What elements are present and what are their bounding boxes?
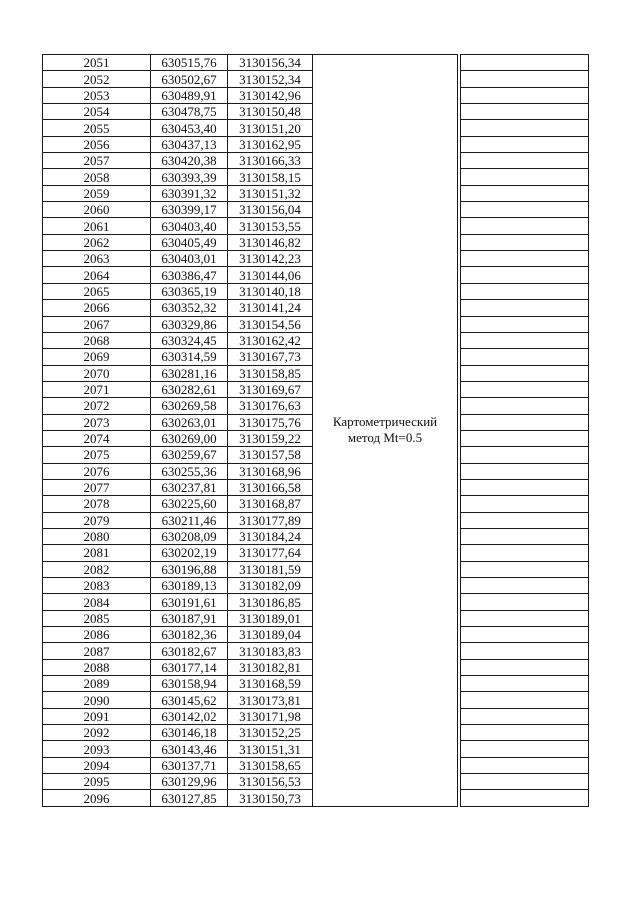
coordinate-x: 630453,40 [151, 120, 228, 136]
coordinate-y: 3130154,56 [228, 316, 313, 332]
coordinate-y: 3130169,67 [228, 381, 313, 397]
coordinate-y: 3130150,73 [228, 790, 313, 806]
empty-cell [461, 55, 589, 71]
empty-cell [461, 725, 589, 741]
coordinate-y: 3130146,82 [228, 234, 313, 250]
coordinate-x: 630127,85 [151, 790, 228, 806]
coordinate-x: 630282,61 [151, 381, 228, 397]
coordinate-y: 3130182,81 [228, 659, 313, 675]
point-number: 2084 [43, 594, 151, 610]
coordinate-y: 3130140,18 [228, 283, 313, 299]
coordinate-x: 630187,91 [151, 610, 228, 626]
coordinate-x: 630158,94 [151, 676, 228, 692]
empty-cell [461, 332, 589, 348]
coordinate-y: 3130162,95 [228, 136, 313, 152]
empty-cell [461, 267, 589, 283]
coordinate-x: 630403,01 [151, 251, 228, 267]
empty-cell [461, 71, 589, 87]
point-number: 2089 [43, 676, 151, 692]
coordinate-x: 630329,86 [151, 316, 228, 332]
coordinate-x: 630137,71 [151, 757, 228, 773]
coordinate-y: 3130144,06 [228, 267, 313, 283]
point-number: 2092 [43, 725, 151, 741]
empty-cell [461, 692, 589, 708]
coordinate-y: 3130156,04 [228, 202, 313, 218]
coordinate-y: 3130177,64 [228, 545, 313, 561]
point-number: 2068 [43, 332, 151, 348]
coordinate-y: 3130181,59 [228, 561, 313, 577]
empty-cell [461, 381, 589, 397]
table-body [43, 55, 589, 807]
coordinate-y: 3130171,98 [228, 708, 313, 724]
empty-cell [461, 741, 589, 757]
coordinate-y: 3130167,73 [228, 349, 313, 365]
point-number: 2066 [43, 300, 151, 316]
coordinate-x: 630386,47 [151, 267, 228, 283]
point-number: 2078 [43, 496, 151, 512]
method-cell: Картометрический метод Mt=0.5 [313, 55, 458, 807]
coordinate-y: 3130141,24 [228, 300, 313, 316]
coordinate-x: 630393,39 [151, 169, 228, 185]
coordinate-x: 630202,19 [151, 545, 228, 561]
point-number: 2074 [43, 430, 151, 446]
point-number: 2063 [43, 251, 151, 267]
coordinate-x: 630191,61 [151, 594, 228, 610]
point-number: 2055 [43, 120, 151, 136]
empty-cell [461, 676, 589, 692]
empty-cell [461, 479, 589, 495]
coordinate-y: 3130152,34 [228, 71, 313, 87]
coordinate-x: 630365,19 [151, 283, 228, 299]
coordinate-x: 630489,91 [151, 87, 228, 103]
empty-cell [461, 512, 589, 528]
coordinate-y: 3130189,01 [228, 610, 313, 626]
coordinate-x: 630259,67 [151, 447, 228, 463]
coordinate-x: 630352,32 [151, 300, 228, 316]
empty-cell [461, 496, 589, 512]
coordinate-x: 630145,62 [151, 692, 228, 708]
empty-cell [461, 463, 589, 479]
empty-cell [461, 528, 589, 544]
coordinate-x: 630324,45 [151, 332, 228, 348]
coordinate-y: 3130150,48 [228, 104, 313, 120]
coordinate-y: 3130158,15 [228, 169, 313, 185]
coordinate-y: 3130166,33 [228, 153, 313, 169]
point-number: 2090 [43, 692, 151, 708]
empty-cell [461, 594, 589, 610]
point-number: 2085 [43, 610, 151, 626]
point-number: 2069 [43, 349, 151, 365]
coordinate-y: 3130158,85 [228, 365, 313, 381]
point-number: 2095 [43, 774, 151, 790]
coordinate-y: 3130166,58 [228, 479, 313, 495]
coordinate-x: 630437,13 [151, 136, 228, 152]
empty-cell [461, 87, 589, 103]
coordinate-y: 3130157,58 [228, 447, 313, 463]
empty-cell [461, 202, 589, 218]
coordinate-y: 3130173,81 [228, 692, 313, 708]
coordinate-x: 630314,59 [151, 349, 228, 365]
coordinate-y: 3130142,23 [228, 251, 313, 267]
coordinate-x: 630182,36 [151, 627, 228, 643]
point-number: 2070 [43, 365, 151, 381]
empty-cell [461, 790, 589, 806]
coordinate-x: 630182,67 [151, 643, 228, 659]
coordinate-y: 3130186,85 [228, 594, 313, 610]
empty-cell [461, 578, 589, 594]
coordinate-y: 3130175,76 [228, 414, 313, 430]
point-number: 2053 [43, 87, 151, 103]
empty-cell [461, 185, 589, 201]
coordinate-x: 630189,13 [151, 578, 228, 594]
point-number: 2094 [43, 757, 151, 773]
point-number: 2052 [43, 71, 151, 87]
point-number: 2082 [43, 561, 151, 577]
coordinate-y: 3130183,83 [228, 643, 313, 659]
empty-cell [461, 398, 589, 414]
point-number: 2075 [43, 447, 151, 463]
coordinate-x: 630399,17 [151, 202, 228, 218]
point-number: 2077 [43, 479, 151, 495]
empty-cell [461, 757, 589, 773]
point-number: 2073 [43, 414, 151, 430]
point-number: 2083 [43, 578, 151, 594]
point-number: 2059 [43, 185, 151, 201]
coordinate-x: 630143,46 [151, 741, 228, 757]
empty-cell [461, 234, 589, 250]
coordinate-x: 630211,46 [151, 512, 228, 528]
empty-cell [461, 414, 589, 430]
coordinate-y: 3130152,25 [228, 725, 313, 741]
empty-cell [461, 365, 589, 381]
point-number: 2058 [43, 169, 151, 185]
point-number: 2080 [43, 528, 151, 544]
coordinate-x: 630129,96 [151, 774, 228, 790]
point-number: 2096 [43, 790, 151, 806]
empty-cell [461, 545, 589, 561]
coordinate-y: 3130142,96 [228, 87, 313, 103]
empty-cell [461, 708, 589, 724]
empty-cell [461, 610, 589, 626]
coordinate-y: 3130182,09 [228, 578, 313, 594]
point-number: 2087 [43, 643, 151, 659]
point-number: 2061 [43, 218, 151, 234]
coordinate-x: 630391,32 [151, 185, 228, 201]
empty-cell [461, 316, 589, 332]
coordinate-x: 630403,40 [151, 218, 228, 234]
point-number: 2081 [43, 545, 151, 561]
coordinate-y: 3130156,34 [228, 55, 313, 71]
coordinate-y: 3130162,42 [228, 332, 313, 348]
empty-cell [461, 169, 589, 185]
coordinate-y: 3130168,87 [228, 496, 313, 512]
empty-cell [461, 561, 589, 577]
coordinate-x: 630269,00 [151, 430, 228, 446]
empty-cell [461, 283, 589, 299]
coordinate-x: 630208,09 [151, 528, 228, 544]
point-number: 2071 [43, 381, 151, 397]
empty-cell [461, 430, 589, 446]
coordinate-x: 630502,67 [151, 71, 228, 87]
coordinate-x: 630225,60 [151, 496, 228, 512]
coordinate-x: 630263,01 [151, 414, 228, 430]
coordinate-y: 3130168,59 [228, 676, 313, 692]
coordinate-y: 3130151,31 [228, 741, 313, 757]
coordinate-x: 630405,49 [151, 234, 228, 250]
empty-cell [461, 120, 589, 136]
empty-cell [461, 447, 589, 463]
coordinate-x: 630142,02 [151, 708, 228, 724]
coordinate-y: 3130151,32 [228, 185, 313, 201]
point-number: 2072 [43, 398, 151, 414]
point-number: 2076 [43, 463, 151, 479]
point-number: 2051 [43, 55, 151, 71]
point-number: 2091 [43, 708, 151, 724]
point-number: 2088 [43, 659, 151, 675]
coordinate-y: 3130159,22 [228, 430, 313, 446]
coordinate-x: 630269,58 [151, 398, 228, 414]
coordinate-x: 630177,14 [151, 659, 228, 675]
coordinate-y: 3130176,63 [228, 398, 313, 414]
point-number: 2054 [43, 104, 151, 120]
empty-cell [461, 627, 589, 643]
point-number: 2093 [43, 741, 151, 757]
coordinate-x: 630255,36 [151, 463, 228, 479]
empty-cell [461, 659, 589, 675]
coordinate-x: 630196,88 [151, 561, 228, 577]
empty-cell [461, 774, 589, 790]
coordinate-y: 3130177,89 [228, 512, 313, 528]
empty-cell [461, 251, 589, 267]
coordinate-y: 3130158,65 [228, 757, 313, 773]
coordinate-x: 630420,38 [151, 153, 228, 169]
point-number: 2062 [43, 234, 151, 250]
coordinates-table [42, 54, 589, 807]
point-number: 2067 [43, 316, 151, 332]
empty-cell [461, 153, 589, 169]
coordinate-y: 3130156,53 [228, 774, 313, 790]
coordinate-y: 3130168,96 [228, 463, 313, 479]
coordinate-y: 3130151,20 [228, 120, 313, 136]
coordinate-x: 630146,18 [151, 725, 228, 741]
point-number: 2057 [43, 153, 151, 169]
coordinate-x: 630478,75 [151, 104, 228, 120]
coordinate-x: 630237,81 [151, 479, 228, 495]
empty-cell [461, 300, 589, 316]
coordinate-y: 3130153,55 [228, 218, 313, 234]
coordinate-y: 3130184,24 [228, 528, 313, 544]
point-number: 2079 [43, 512, 151, 528]
coordinate-x: 630515,76 [151, 55, 228, 71]
table-row [43, 55, 589, 71]
point-number: 2064 [43, 267, 151, 283]
empty-cell [461, 218, 589, 234]
empty-cell [461, 643, 589, 659]
point-number: 2056 [43, 136, 151, 152]
empty-cell [461, 136, 589, 152]
empty-cell [461, 349, 589, 365]
empty-cell [461, 104, 589, 120]
point-number: 2060 [43, 202, 151, 218]
coordinate-x: 630281,16 [151, 365, 228, 381]
point-number: 2086 [43, 627, 151, 643]
coordinate-y: 3130189,04 [228, 627, 313, 643]
point-number: 2065 [43, 283, 151, 299]
